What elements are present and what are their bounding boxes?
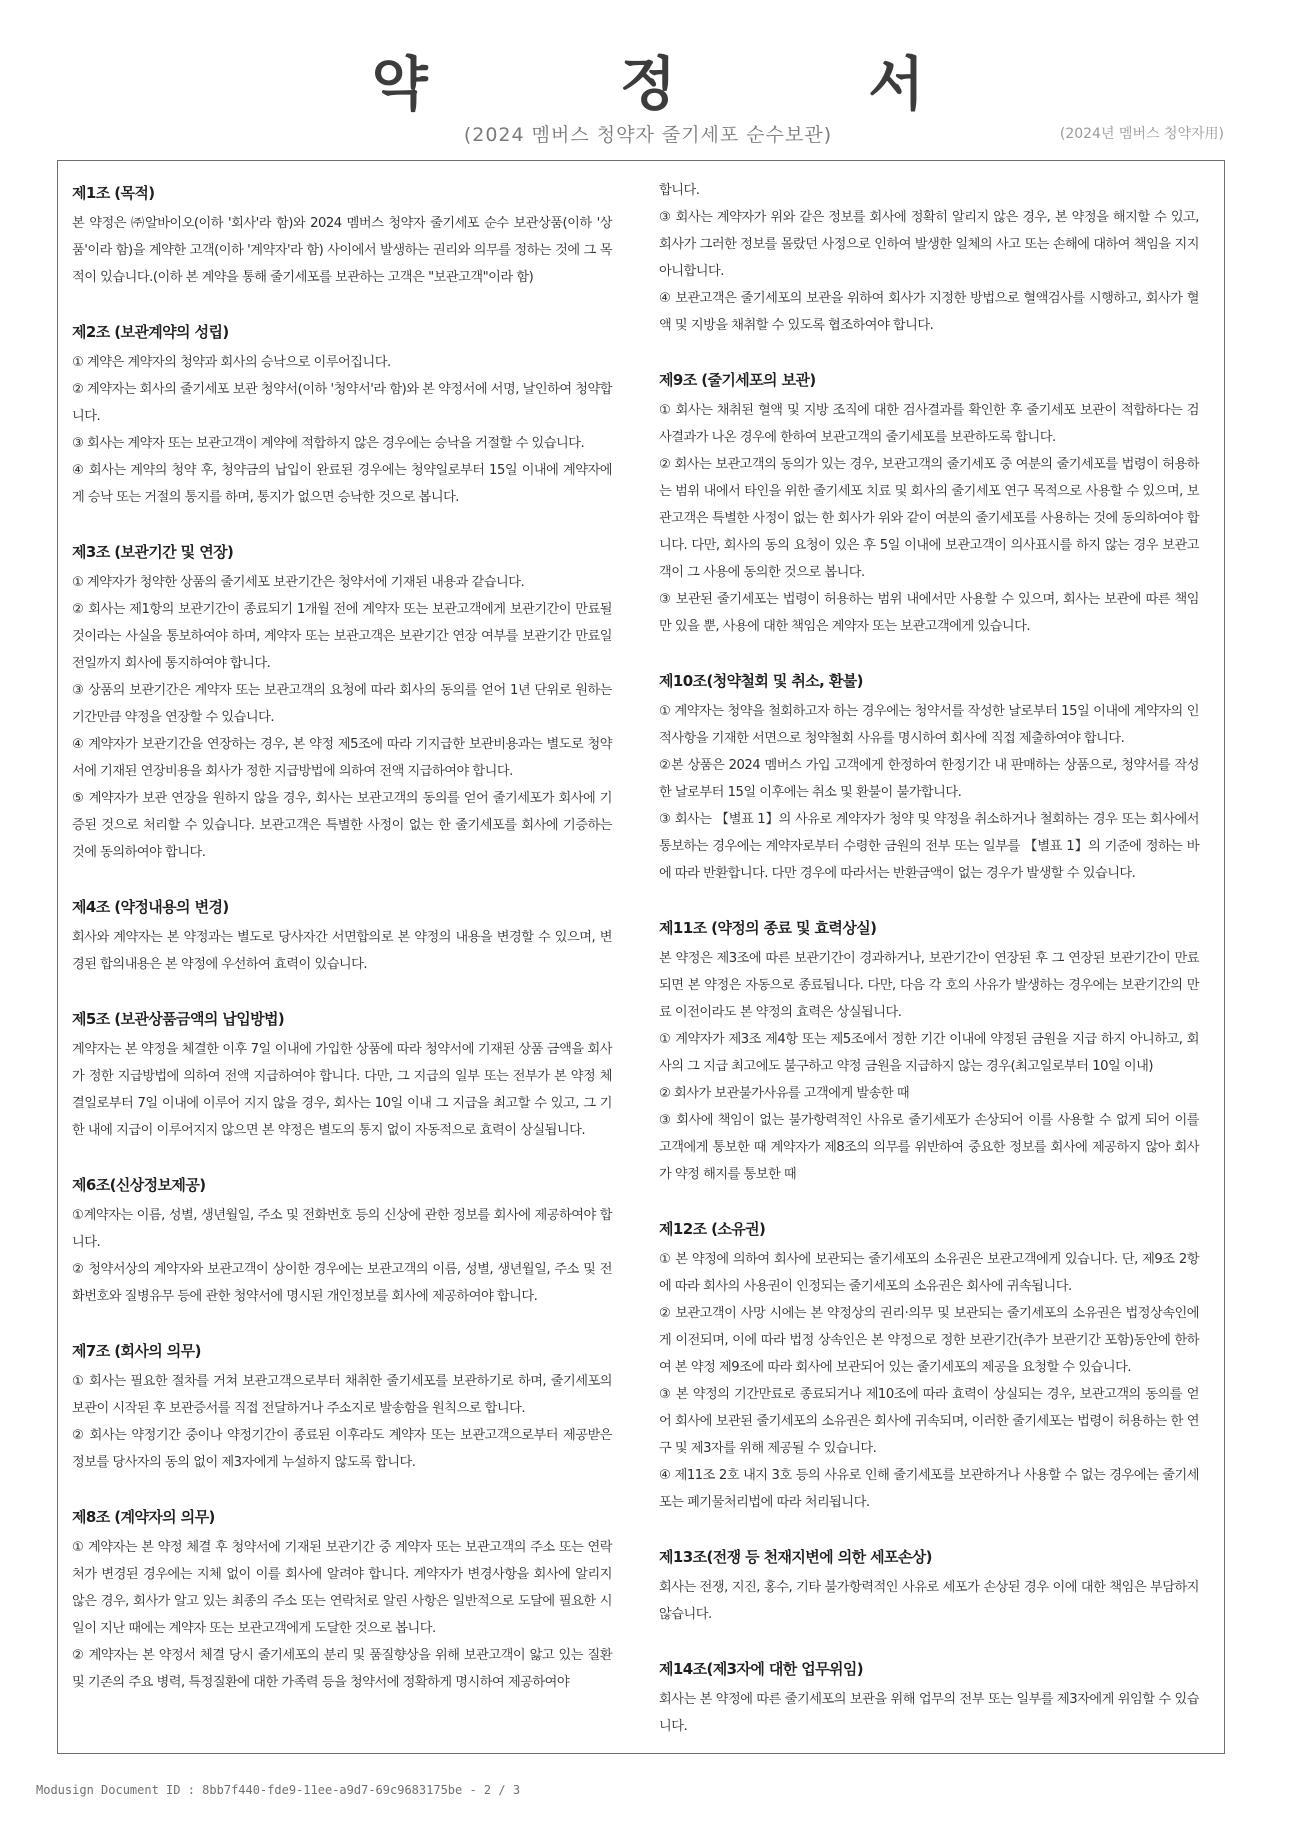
- document-subtitle: (2024 멤버스 청약자 줄기세포 순수보관): [463, 124, 833, 146]
- article-paragraph: ⑤ 계약자가 보관 연장을 원하지 않을 경우, 회사는 보관고객의 동의를 얻어 줄기세포가 회사에 기증된 것으로 처리할 수 있습니다. 보관고객은 특별한 사정이 없는 한 줄기세포를 회사에 기증하는 것에 동의하여야 합니다.: [72, 791, 612, 860]
- article-section: [72, 180, 612, 291]
- article-paragraph: ① 계약자가 청약한 상품의 줄기세포 보관기간은 청약서에 기재된 내용과 같습니다.: [72, 575, 525, 590]
- article-paragraph: ① 계약자는 본 약정 체결 후 청약서에 기재된 보관기간 중 계약자 또는 보관고객의 주소 또는 연락처가 변경된 경우에는 지체 없이 이를 회사에 알려야 합니다. 계약자가 변경사항을 회사에 알리지 않은 경우, 회사가 알고 있는 최종의 주소 또는 연락처로 알린 사항은 일반적으로 도달에 필요한 시일이 지난 때에는 계약자 또는 보관고객에게 도달한 것으로 봅니다.: [72, 1540, 612, 1636]
- article-heading: 제12조 (소유권): [659, 1220, 766, 1238]
- article-section: [72, 539, 612, 866]
- article-paragraph: ② 보관고객이 사망 시에는 본 약정상의 권리·의무 및 보관되는 줄기세포의 소유권은 법정상속인에게 이전되며, 이에 따라 법정 상속인은 본 약정으로 정한 보관기간(추가 보관기간 포함)동안에 한하여 본 약정 제9조에 따라 회사에 보관되어 있는 줄기세포의 제공을 요청할 수 있습니다.: [659, 1306, 1199, 1375]
- article-paragraph: 본 약정은 제3조에 따른 보관기간이 경과하거나, 보관기간이 연장된 후 그 연장된 보관기간이 만료되면 본 약정은 자동으로 종료됩니다. 다만, 다음 각 호의 사유가 발생하는 경우에는 보관기간의 만료 이전이라도 본 약정의 효력은 상실됩니다.: [659, 951, 1199, 1020]
- article-heading: 제8조 (계약자의 의무): [72, 1508, 215, 1526]
- article-paragraph: ③ 회사는 계약자가 위와 같은 정보를 회사에 정확히 알리지 않은 경우, 본 약정을 해지할 수 있고, 회사가 그러한 정보를 몰랐던 사정으로 인하여 발생한 일체의 사고 또는 손해에 대하여 책임을 지지 아니합니다.: [659, 210, 1199, 279]
- article-section: [72, 319, 612, 511]
- article-section: [659, 367, 1199, 640]
- edition-label: (2024년 멤버스 청약자用): [1059, 126, 1224, 142]
- article-paragraph: ② 계약자는 본 약정서 체결 당시 줄기세포의 분리 및 품질향상을 위해 보관고객이 앓고 있는 질환 및 기존의 주요 병력, 특정질환에 대한 가족력 등을 청약서에 정확하게 명시하여 제공하여야: [72, 1648, 612, 1690]
- article-paragraph: ② 회사는 약정기간 중이나 약정기간이 종료된 이후라도 계약자 또는 보관고객으로부터 제공받은 정보를 당사자의 동의 없이 제3자에게 누설하지 않도록 합니다.: [72, 1428, 612, 1470]
- article-paragraph: ④ 제11조 2호 내지 3호 등의 사유로 인해 줄기세포를 보관하거나 사용할 수 없는 경우에는 줄기세포는 폐기물처리법에 따라 처리됩니다.: [659, 1468, 1199, 1510]
- article-section: [659, 177, 1199, 339]
- article-paragraph: 회사와 계약자는 본 약정과는 별도로 당사자간 서면합의로 본 약정의 내용을 변경할 수 있으며, 변경된 합의내용은 본 약정에 우선하여 효력이 있습니다.: [72, 930, 612, 972]
- article-heading: 제11조 (약정의 종료 및 효력상실): [659, 919, 877, 937]
- left-column: [72, 180, 612, 1724]
- document-title: 약 정 서: [371, 50, 1011, 118]
- article-paragraph: ① 회사는 필요한 절차를 거쳐 보관고객으로부터 채취한 줄기세포를 보관하기로 하며, 줄기세포의 보관이 시작된 후 보관증서를 직접 전달하거나 주소지로 발송함을 원칙으로 합니다.: [72, 1374, 612, 1416]
- article-heading: 제5조 (보관상품금액의 납입방법): [72, 1010, 285, 1028]
- article-heading: 제9조 (줄기세포의 보관): [659, 371, 816, 389]
- article-section: [72, 1504, 612, 1696]
- right-column: [659, 177, 1199, 1768]
- article-paragraph: ④ 회사는 계약의 청약 후, 청약금의 납입이 완료된 경우에는 청약일로부터 15일 이내에 계약자에게 승낙 또는 거절의 통지를 하며, 통지가 없으면 승낙한 것으로 봅니다.: [72, 463, 612, 505]
- article-paragraph: ③ 회사에 책임이 없는 불가항력적인 사유로 줄기세포가 손상되어 이를 사용할 수 없게 되어 이를 고객에게 통보한 때 계약자가 제8조의 의무를 위반하여 중요한 정보를 회사에 제공하지 않아 회사가 약정 해지를 통보한 때: [659, 1113, 1199, 1182]
- article-paragraph: 계약자는 본 약정을 체결한 이후 7일 이내에 가입한 상품에 따라 청약서에 기재된 상품 금액을 회사가 정한 지급방법에 의하여 전액 지급하여야 합니다. 다만, 그 지급의 일부 또는 전부가 본 약정 체결일로부터 7일 이내에 이루어 지지 않을 경우, 회사는 10일 이내 그 지급을 최고할 수 있고, 그 기한 내에 지급이 이루어지지 않으면 본 약정은 별도의 통지 없이 자동적으로 효력이 상실됩니다.: [72, 1042, 612, 1138]
- article-paragraph: ② 청약서상의 계약자와 보관고객이 상이한 경우에는 보관고객의 이름, 성별, 생년월일, 주소 및 전화번호와 질병유무 등에 관한 청약서에 명시된 개인정보를 회사에 제공하여야 합니다.: [72, 1262, 612, 1304]
- article-section: [72, 894, 612, 978]
- article-heading: 제10조(청약철회 및 취소, 환불): [659, 672, 863, 690]
- article-paragraph: ① 계약은 계약자의 청약과 회사의 승낙으로 이루어집니다.: [72, 355, 391, 370]
- article-paragraph: ③ 보관된 줄기세포는 법령이 허용하는 범위 내에서만 사용할 수 있으며, 회사는 보관에 따른 책임만 있을 뿐, 사용에 대한 책임은 계약자 또는 보관고객에게 있습니다.: [659, 592, 1199, 634]
- article-heading: 제14조(제3자에 대한 업무위임): [659, 1660, 864, 1678]
- article-paragraph: 본 약정은 ㈜알바이오(이하 '회사'라 함)와 2024 멤버스 청약자 줄기세포 순수 보관상품(이하 '상품'이라 함)을 계약한 고객(이하 '계약자'라 함) 사이에서 발생하는 권리와 의무를 정하는 것에 그 목적이 있습니다.(이하 본 계약을 통해 줄기세포를 보관하는 고객은 "보관고객"이라 함): [72, 216, 612, 285]
- article-paragraph: ③ 본 약정의 기간만료로 종료되거나 제10조에 따라 효력이 상실되는 경우, 보관고객의 동의를 얻어 회사에 보관된 줄기세포의 소유권은 회사에 귀속되며, 이러한 줄기세포는 법령이 허용하는 한 연구 및 제3자를 위해 제공될 수 있습니다.: [659, 1387, 1199, 1456]
- document-id-footer: Modusign Document ID : 8bb7f440-fde9-11ee-a9d7-69c9683175be - 2 / 3: [36, 1783, 521, 1797]
- article-paragraph: ① 계약자가 제3조 제4항 또는 제5조에서 정한 기간 이내에 약정된 금원을 지급 하지 아니하고, 회사의 그 지급 최고에도 불구하고 약정 금원을 지급하지 않는 경우(최고일로부터 10일 이내): [659, 1032, 1199, 1074]
- article-heading: 제4조 (약정내용의 변경): [72, 898, 229, 916]
- article-heading: 제7조 (회사의 의무): [72, 1342, 201, 1360]
- article-paragraph: 합니다.: [659, 183, 700, 198]
- article-paragraph: ③ 회사는 【별표 1】의 사유로 계약자가 청약 및 약정을 취소하거나 철회하는 경우 또는 회사에서 통보하는 경우에는 계약자로부터 수령한 금원의 전부 또는 일부를 【별표 1】의 기준에 정하는 바에 따라 반환합니다. 다만 경우에 따라서는 반환금액이 없는 경우가 발생할 수 있습니다.: [659, 812, 1199, 881]
- article-paragraph: ②본 상품은 2024 멤버스 가입 고객에게 한정하여 한정기간 내 판매하는 상품으로, 청약서를 작성한 날로부터 15일 이후에는 취소 및 환불이 불가합니다.: [659, 758, 1199, 800]
- article-paragraph: ① 회사는 채취된 혈액 및 지방 조직에 대한 검사결과를 확인한 후 줄기세포 보관이 적합하다는 검사결과가 나온 경우에 한하여 보관고객의 줄기세포를 보관하도록 합니다.: [659, 403, 1199, 445]
- article-paragraph: ④ 계약자가 보관기간을 연장하는 경우, 본 약정 제5조에 따라 기지급한 보관비용과는 별도로 청약서에 기재된 연장비용을 회사가 정한 지급방법에 의하여 전액 지급하여야 합니다.: [72, 737, 612, 779]
- article-paragraph: ④ 보관고객은 줄기세포의 보관을 위하여 회사가 지정한 방법으로 혈액검사를 시행하고, 회사가 혈액 및 지방을 채취할 수 있도록 협조하여야 합니다.: [659, 291, 1199, 333]
- article-paragraph: ① 계약자는 청약을 철회하고자 하는 경우에는 청약서를 작성한 날로부터 15일 이내에 계약자의 인적사항을 기재한 서면으로 청약철회 사유를 명시하여 회사에 직접 제출하여야 합니다.: [659, 704, 1199, 746]
- article-heading: 제2조 (보관계약의 성립): [72, 323, 229, 341]
- article-section: [659, 915, 1199, 1188]
- article-paragraph: ② 회사는 보관고객의 동의가 있는 경우, 보관고객의 줄기세포 중 여분의 줄기세포를 법령이 허용하는 범위 내에서 타인을 위한 줄기세포 치료 및 회사의 줄기세포 연구 목적으로 사용할 수 있으며, 보관고객은 특별한 사정이 없는 한 회사가 위와 같이 여분의 줄기세포를 사용하는 것에 동의하여야 합니다. 다만, 회사의 동의 요청이 있은 후 5일 이내에 보관고객이 의사표시를 하지 않는 경우 보관고객이 그 사용에 동의한 것으로 봅니다.: [659, 457, 1199, 580]
- article-paragraph: 회사는 전쟁, 지진, 홍수, 기타 불가항력적인 사유로 세포가 손상된 경우 이에 대한 책임은 부담하지 않습니다.: [659, 1580, 1199, 1622]
- article-section: [659, 668, 1199, 887]
- article-heading: 제6조(신상정보제공): [72, 1176, 206, 1194]
- article-section: [72, 1172, 612, 1310]
- article-paragraph: ② 회사가 보관불가사유를 고객에게 발송한 때: [659, 1086, 910, 1101]
- article-section: [659, 1544, 1199, 1628]
- article-section: [72, 1006, 612, 1144]
- article-paragraph: ② 회사는 제1항의 보관기간이 종료되기 1개월 전에 계약자 또는 보관고객에게 보관기간이 만료될 것이라는 사실을 통보하여야 하며, 계약자 또는 보관고객은 보관기간 연장 여부를 보관기간 만료일 전일까지 회사에 통지하여야 합니다.: [72, 602, 612, 671]
- article-paragraph: ③ 상품의 보관기간은 계약자 또는 보관고객의 요청에 따라 회사의 동의를 얻어 1년 단위로 원하는 기간만큼 약정을 연장할 수 있습니다.: [72, 683, 612, 725]
- article-paragraph: ①계약자는 이름, 성별, 생년월일, 주소 및 전화번호 등의 신상에 관한 정보를 회사에 제공하여야 합니다.: [72, 1208, 612, 1250]
- article-section: [659, 1216, 1199, 1516]
- article-paragraph: ① 본 약정에 의하여 회사에 보관되는 줄기세포의 소유권은 보관고객에게 있습니다. 단, 제9조 2항에 따라 회사의 사용권이 인정되는 줄기세포의 소유권은 회사에 귀속됩니다.: [659, 1252, 1199, 1294]
- article-paragraph: ② 계약자는 회사의 줄기세포 보관 청약서(이하 '청약서'라 함)와 본 약정서에 서명, 날인하여 청약합니다.: [72, 382, 612, 424]
- article-paragraph: 회사는 본 약정에 따른 줄기세포의 보관을 위해 업무의 전부 또는 일부를 제3자에게 위임할 수 있습니다.: [659, 1692, 1199, 1734]
- article-heading: 제1조 (목적): [72, 184, 155, 202]
- article-heading: 제3조 (보관기간 및 연장): [72, 543, 234, 561]
- article-paragraph: ③ 회사는 계약자 또는 보관고객이 계약에 적합하지 않은 경우에는 승낙을 거절할 수 있습니다.: [72, 436, 585, 451]
- article-heading: 제13조(전쟁 등 천재지변에 의한 세포손상): [659, 1548, 932, 1566]
- article-section: [72, 1338, 612, 1476]
- article-section: [659, 1656, 1199, 1740]
